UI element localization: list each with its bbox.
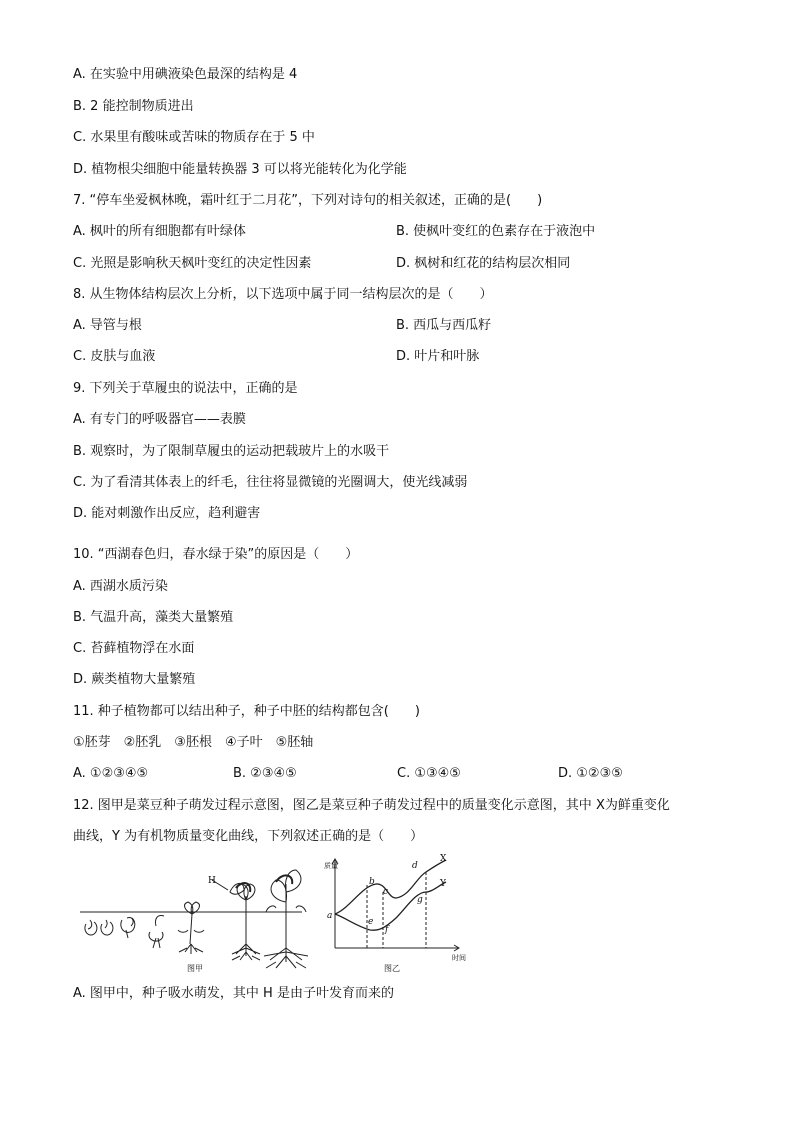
- q9-option-c: C. 为了看清其体表上的纤毛，往往将显微镜的光圈调大，使光线减弱: [73, 475, 468, 490]
- q10-option-a: A. 西湖水质污染: [73, 579, 168, 594]
- point-e: e: [368, 917, 374, 927]
- caption-jia: 图甲: [187, 964, 203, 973]
- q6-option-c: C. 水果里有酸味或苦味的物质存在于 5 中: [73, 130, 315, 145]
- caption-yi: 图乙: [384, 964, 400, 973]
- point-c: c: [383, 887, 389, 897]
- q12-stem-line-1: 12. 图甲是菜豆种子萌发过程示意图，图乙是菜豆种子萌发过程中的质量变化示意图，其中 X为鲜重变化: [73, 798, 670, 813]
- q11-stem: 11. 种子植物都可以结出种子，种子中胚的结构都包含( ): [73, 704, 420, 719]
- x-axis-label: 时间: [452, 954, 466, 962]
- q10-option-b: B. 气温升高，藻类大量繁殖: [73, 610, 234, 625]
- point-b: b: [369, 877, 375, 887]
- q9-stem: 9. 下列关于草履虫的说法中，正确的是: [73, 381, 298, 396]
- q9-option-b: B. 观察时，为了限制草履虫的运动把载玻片上的水吸干: [73, 444, 390, 459]
- point-f: f: [385, 925, 389, 935]
- point-d: d: [412, 861, 418, 871]
- q6-option-b: B. 2 能控制物质进出: [73, 99, 194, 114]
- q11-option-b: B. ②③④⑤: [233, 766, 297, 781]
- curve-y: [335, 882, 446, 930]
- q12-stem-line-2: 曲线，Y 为有机物质量变化曲线，下列叙述正确的是（ ）: [73, 829, 424, 844]
- q10-option-c: C. 苔藓植物浮在水面: [73, 641, 195, 656]
- figure-jia-germination-diagram: [80, 870, 308, 968]
- curve-x-label: X: [440, 854, 447, 864]
- q8-option-a: A. 导管与根: [73, 318, 142, 333]
- q8-option-c: C. 皮肤与血液: [73, 349, 156, 364]
- q8-stem: 8. 从生物体结构层次上分析，以下选项中属于同一结构层次的是（ ）: [73, 287, 493, 302]
- point-g: g: [417, 895, 423, 905]
- q9-option-a: A. 有专门的呼吸器官——表膜: [73, 412, 246, 427]
- curve-y-label: Y: [440, 879, 446, 889]
- q11-items: ①胚芽 ②胚乳 ③胚根 ④子叶 ⑤胚轴: [73, 735, 314, 750]
- q7-stem: 7. “停车坐爱枫林晚，霜叶红于二月花”，下列对诗句的相关叙述，正确的是( ): [73, 193, 543, 208]
- q7-option-b: B. 使枫叶变红的色素存在于液泡中: [396, 224, 596, 239]
- q11-option-d: D. ①②③⑤: [558, 766, 623, 781]
- q10-stem: 10. “西湖春色归，春水绿于染”的原因是（ ）: [73, 547, 359, 562]
- label-h: H: [208, 876, 216, 886]
- q8-option-b: B. 西瓜与西瓜籽: [396, 318, 492, 333]
- y-axis-label: 质量: [324, 862, 338, 870]
- q12-figure: [80, 852, 480, 974]
- q7-option-d: D. 枫树和红花的结构层次相同: [396, 256, 571, 271]
- q9-option-d: D. 能对刺激作出反应，趋利避害: [73, 506, 261, 521]
- q11-option-a: A. ①②③④⑤: [73, 766, 149, 781]
- q11-option-c: C. ①③④⑤: [397, 766, 461, 781]
- q6-option-a: A. 在实验中用碘液染色最深的结构是 4: [73, 67, 298, 82]
- q6-option-d: D. 植物根尖细胞中能量转换器 3 可以将光能转化为化学能: [73, 162, 407, 177]
- q10-option-d: D. 蕨类植物大量繁殖: [73, 672, 196, 687]
- q7-option-a: A. 枫叶的所有细胞都有叶绿体: [73, 224, 246, 239]
- q8-option-d: D. 叶片和叶脉: [396, 349, 480, 364]
- figure-yi-mass-graph: [332, 859, 459, 951]
- point-a: a: [327, 911, 333, 921]
- q7-option-c: C. 光照是影响秋天枫叶变红的决定性因素: [73, 256, 312, 271]
- curve-x: [335, 860, 446, 914]
- q12-option-a: A. 图甲中，种子吸水萌发，其中 H 是由子叶发育而来的: [73, 986, 394, 1001]
